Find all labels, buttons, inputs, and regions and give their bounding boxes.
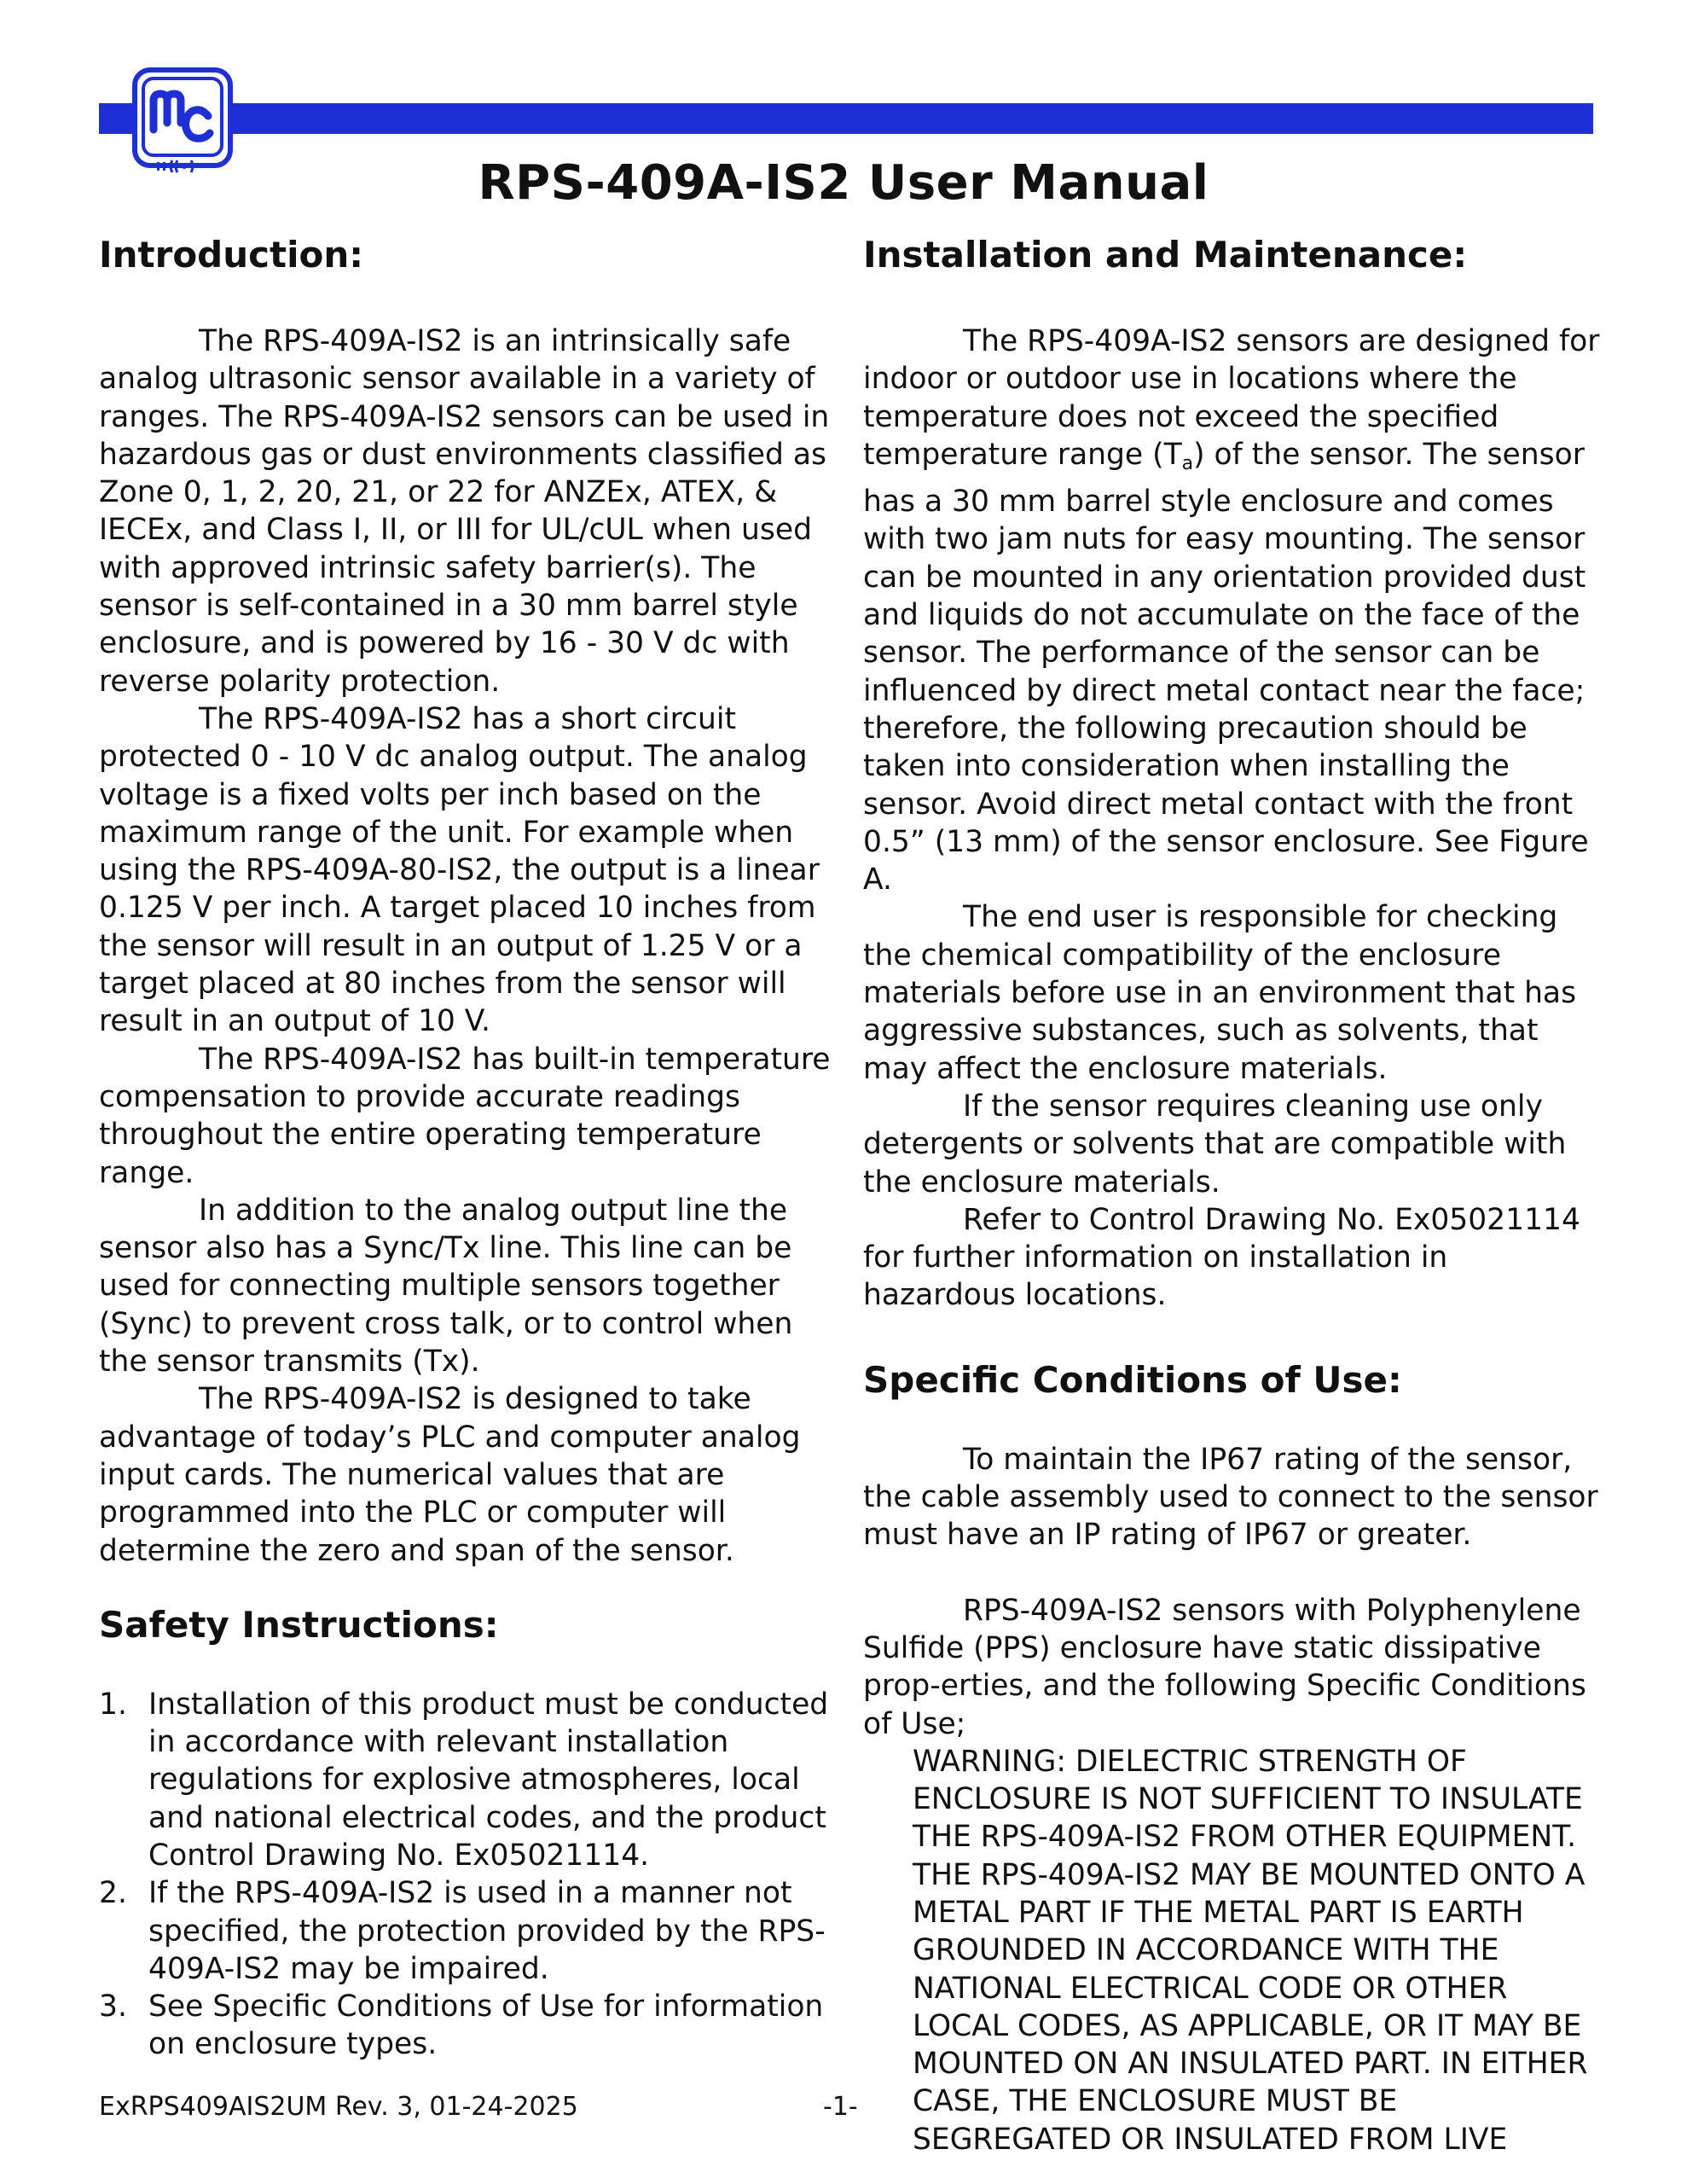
install-paragraph: Refer to Control Drawing No. Ex05021114 for further information on installation in hazardous locations. xyxy=(863,1202,1580,1313)
introduction-heading: Introduction: xyxy=(99,234,364,276)
list-number: 1. xyxy=(99,1687,127,1722)
list-item xyxy=(99,1874,832,1988)
conditions-paragraph: To maintain the IP67 rating of the sensor, the cable assembly used to connect to the sensor must have an IP rating of IP67 or greater. xyxy=(863,1442,1598,1553)
list-number: 3. xyxy=(99,1989,127,2024)
conditions-heading: Specific Conditions of Use: xyxy=(863,1358,1402,1401)
safety-list xyxy=(99,1686,832,2064)
install-paragraph xyxy=(863,322,1605,898)
list-item-text: See Specific Conditions of Use for information on enclosure types. xyxy=(148,1989,824,2062)
install-paragraph: The end user is responsible for checking the chemical compatibility of the enclosure materials before use in an environment that has aggressive substances, such as solvents, that may affect the enclosure materials. xyxy=(863,900,1577,1086)
install-paragraph: If the sensor requires cleaning use only detergents or solvents that are compatible with the enclosure materials. xyxy=(863,1089,1567,1199)
installation-heading: Installation and Maintenance: xyxy=(863,234,1468,276)
right-column xyxy=(863,232,1605,2158)
warning-text: WARNING: DIELECTRIC STRENGTH OF ENCLOSURE IS NOT SUFFICIENT TO INSULATE THE RPS-409A-IS2 FROM OTHER EQUIPMENT. THE RPS-409A-IS2 MAY BE MOUNTED ONTO A METAL PART IF THE METAL PART IS EARTH GROUNDED IN ACCORDANCE WITH THE NATIONAL ELECTRICAL CODE OR OTHER LOCAL CODES, AS APPLICABLE, OR IT MAY BE MOUNTED ON AN INSULATED PART. IN EITHER CASE, THE ENCLOSURE MUST BE SEGREGATED OR INSULATED FROM LIVE xyxy=(913,1744,1588,2157)
header-bar xyxy=(99,103,1593,134)
intro-paragraph: The RPS-409A-IS2 has built-in temperature compensation to provide accurate readings throughout the entire operating temperature range. xyxy=(99,1042,831,1190)
safety-heading: Safety Instructions: xyxy=(99,1603,499,1646)
page-number: -1- xyxy=(823,2092,858,2122)
list-number: 2. xyxy=(99,1876,127,1911)
intro-paragraph: The RPS-409A-IS2 is an intrinsically safe analog ultrasonic sensor available in a variety of ranges. The RPS-409A-IS2 sensors can be used in hazardous gas or dust environments classified as Zone 0, 1, 2, 20, 21, or 22 for ANZEx, ATEX, & IECEx, and Class I, II, or III for UL/cUL when used with approved intrinsic safety barrier(s). The sensor is self-contained in a 30 mm barrel style enclosure, and is powered by 16 - 30 V dc with reverse polarity protection. xyxy=(99,324,830,699)
document-id: ExRPS409AIS2UM Rev. 3, 01-24-2025 xyxy=(99,2092,578,2122)
page-title: RPS-409A-IS2 User Manual xyxy=(478,155,1209,211)
list-item xyxy=(99,1686,832,1874)
list-item-text: Installation of this product must be conducted in accordance with relevant installation regulations for explosive atmospheres, local and national electrical codes, and the product Control Drawing No. Ex05021114. xyxy=(148,1687,829,1873)
list-item xyxy=(99,1988,832,2064)
list-item-text: If the RPS-409A-IS2 is used in a manner not specified, the protection provided by the RPS-409A-IS2 may be impaired. xyxy=(148,1876,826,1986)
conditions-paragraph: RPS-409A-IS2 sensors with Polyphenylene Sulfide (PPS) enclosure have static dissipative prop-erties, and the following Specific Conditions of Use; xyxy=(863,1593,1586,1741)
left-column xyxy=(99,232,832,2064)
install-text-start: The RPS-409A-IS2 sensors are designed for indoor or outdoor use in locations where the temperature does not exceed the specified temperature range (T xyxy=(863,324,1600,472)
install-text-end: ) of the sensor. The sensor has a 30 mm barrel style enclosure and comes with two jam nuts for easy mounting. The sensor can be mounted in any orientation provided dust and liquids do not accumulate on the face of the sensor. The performance of the sensor can be influenced by direct metal contact near the face; therefore, the following precaution should be taken into consideration when installing the sensor. Avoid direct metal contact with the front 0.5” (13 mm) of the sensor enclosure. See Figure A. xyxy=(863,437,1589,897)
intro-paragraph: The RPS-409A-IS2 is designed to take advantage of today’s PLC and computer analog input cards. The numerical values that are programmed into the PLC or computer will determine the zero and span of the sensor. xyxy=(99,1382,801,1568)
temperature-subscript: a xyxy=(1181,452,1194,474)
intro-paragraph: In addition to the analog output line the sensor also has a Sync/Tx line. This line can be used for connecting multiple sensors together (Sync) to prevent cross talk, or to control when the sensor transmits (Tx). xyxy=(99,1193,793,1380)
intro-paragraph: The RPS-409A-IS2 has a short circuit protected 0 - 10 V dc analog output. The analog voltage is a fixed volts per inch based on the maximum range of the unit. For example when using the RPS-409A-80-IS2, the output is a linear 0.125 V per inch. A target placed 10 inches from the sensor will result in an output of 1.25 V or a target placed at 80 inches from the sensor will result in an output of 10 V. xyxy=(99,701,820,1039)
